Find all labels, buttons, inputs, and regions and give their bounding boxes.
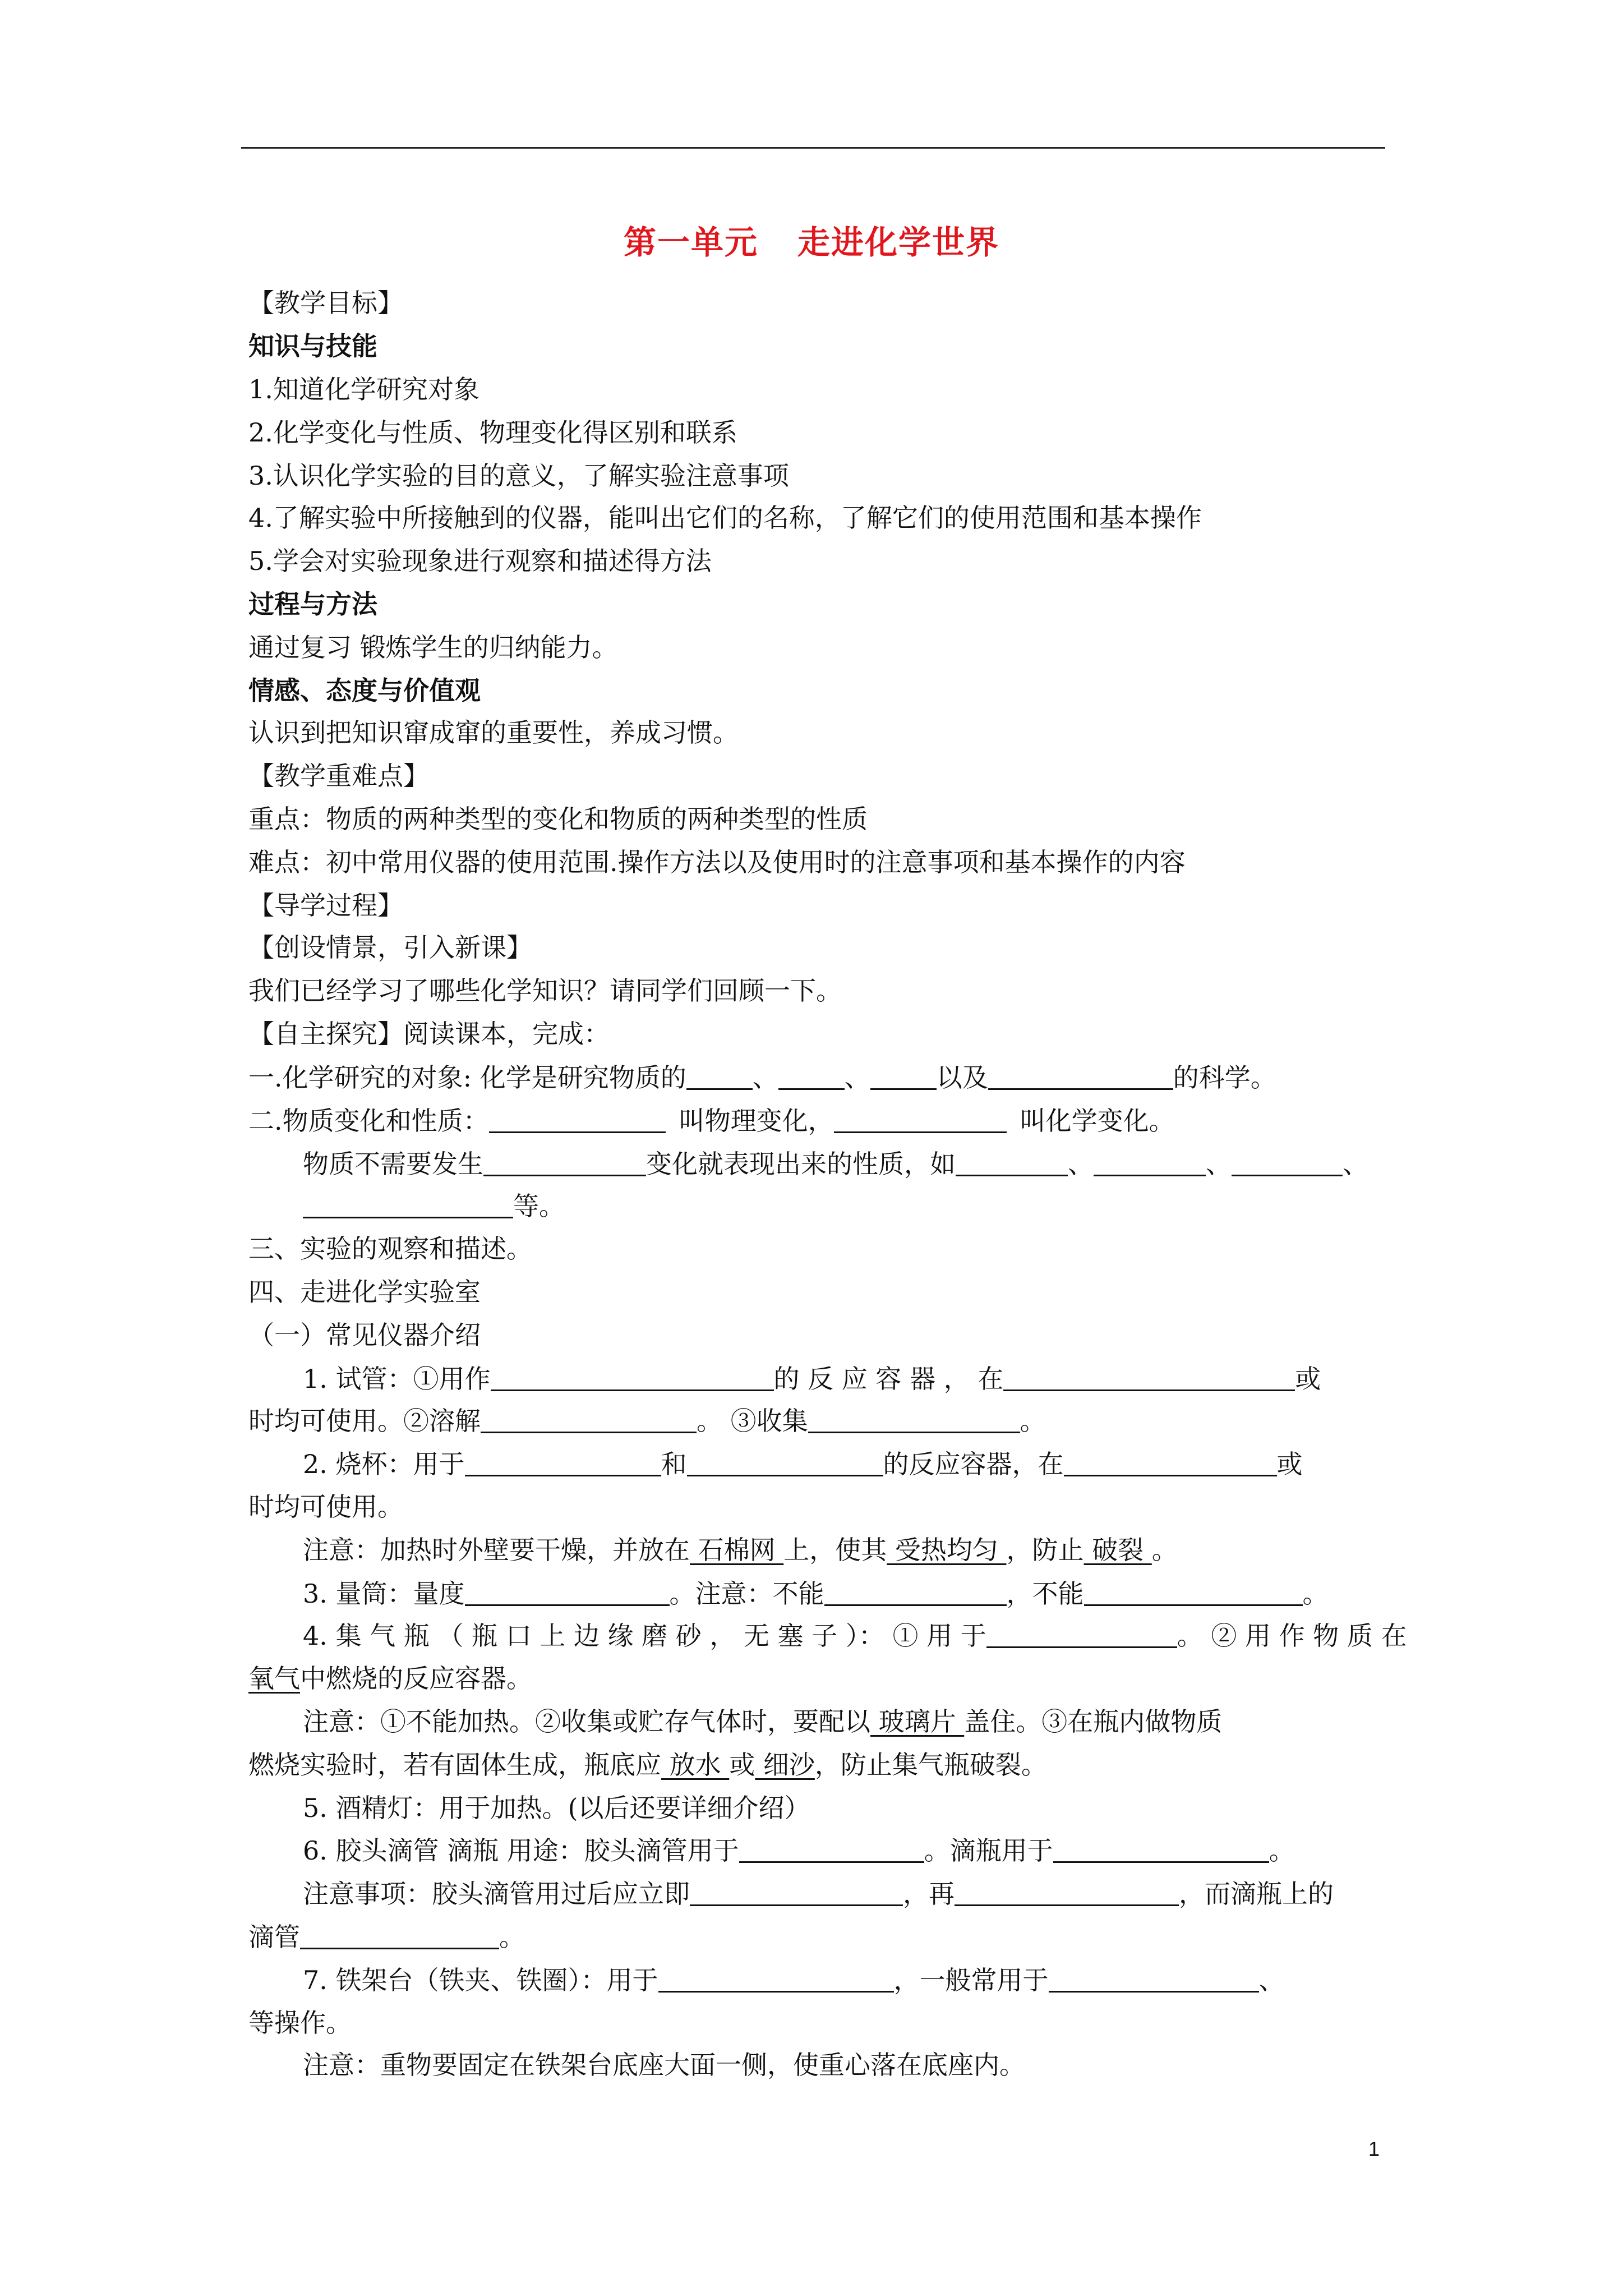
note-text: 滴管 <box>248 1922 300 1952</box>
i7-text: 7. 铁架台（铁夹、铁圈）：用于 <box>303 1965 658 1995</box>
blank <box>1094 1147 1206 1176</box>
filled-answer: 氧气 <box>248 1663 300 1694</box>
filled-answer: 受热均匀 <box>887 1535 1007 1565</box>
filled-answer: 玻璃片 <box>870 1706 965 1737</box>
blank <box>870 1060 937 1090</box>
q2-text: 叫化学变化。 <box>1020 1106 1175 1136</box>
q1-text: 以及 <box>936 1062 988 1093</box>
b2-text: 的反应容器，在 <box>883 1449 1064 1479</box>
b2-text: 和 <box>661 1449 687 1479</box>
q2-text: 变化就表现出来的性质，如 <box>646 1149 956 1179</box>
note-text: 盖住。③在瓶内做物质 <box>964 1706 1223 1737</box>
section-guide: 【导学过程】 <box>248 890 403 921</box>
question-2 <box>248 1103 1175 1138</box>
knowledge-item: 2.化学变化与性质、物理变化得区别和联系 <box>248 417 737 448</box>
m3-text: 3. 量筒：量度 <box>303 1579 465 1609</box>
q1-text: 一.化学研究的对象: 化学是研究物质的 <box>248 1062 686 1093</box>
note-text: 注意事项：胶头滴管用过后应立即 <box>303 1879 690 1909</box>
note-text: 。 <box>1151 1535 1178 1565</box>
question-1 <box>248 1060 1276 1094</box>
blank <box>778 1060 845 1090</box>
d6-text: 6. 胶头滴管 滴瓶 用途：胶头滴管用于 <box>303 1835 739 1866</box>
note-text: 注意：加热时外壁要干燥，并放在 <box>303 1535 690 1565</box>
blank <box>1064 1447 1277 1476</box>
q1-text: 的科学。 <box>1173 1062 1276 1093</box>
title-unit: 第一单元 <box>623 223 758 261</box>
blank <box>465 1447 661 1476</box>
knowledge-item: 3.认识化学实验的目的意义，了解实验注意事项 <box>248 461 789 491</box>
section-keypoints: 【教学重难点】 <box>248 761 429 791</box>
keypoint: 重点：物质的两种类型的变化和物质的两种类型的性质 <box>248 804 868 834</box>
d6-text: 。 <box>1269 1835 1295 1866</box>
emotion-text: 认识到把知识窜成窜的重要性，养成习惯。 <box>248 717 739 748</box>
filled-answer: 放水 <box>661 1750 730 1780</box>
blank <box>690 1876 903 1906</box>
heading-emotion: 情感、态度与价值观 <box>248 675 481 706</box>
note-beaker <box>303 1533 1178 1567</box>
blank <box>687 1447 883 1476</box>
note-text: 上，使其 <box>783 1535 887 1565</box>
blank <box>808 1404 1020 1433</box>
explore-line <box>248 1017 610 1051</box>
explore-label: 【自主探究】 <box>248 1019 403 1049</box>
q2-sep: 、 <box>1343 1149 1368 1179</box>
d6-text: 。滴瓶用于 <box>924 1835 1053 1866</box>
item-alcohol-lamp: 5. 酒精灯：用于加热。(以后还要详细介绍） <box>303 1793 810 1823</box>
difficulty: 难点：初中常用仪器的使用范围.操作方法以及使用时的注意事项和基本操作的内容 <box>248 847 1186 877</box>
t1-text: 的 反 应 容 器 ， 在 <box>773 1364 1004 1394</box>
blank <box>986 1618 1177 1648</box>
item-test-tube <box>303 1361 1321 1396</box>
knowledge-item: 1.知道化学研究对象 <box>248 374 479 404</box>
i7-text: ，一般常用于 <box>893 1965 1049 1995</box>
blank <box>483 1147 646 1176</box>
note-text: 注意：①不能加热。②收集或贮存气体时，要配以 <box>303 1706 870 1737</box>
note-iron-stand: 注意：重物要固定在铁架台底座大面一侧，使重心落在底座内。 <box>303 2050 1025 2080</box>
note-gas-bottle <box>303 1705 1222 1738</box>
section-intro: 【创设情景，引入新课】 <box>248 932 532 963</box>
q2-text: 叫物理变化， <box>679 1106 834 1136</box>
t1-text: 。 ③收集 <box>697 1406 808 1436</box>
intro-text: 我们已经学习了哪些化学知识？请同学们回顾一下。 <box>248 976 842 1006</box>
item-iron-stand <box>303 1963 1285 1997</box>
section-4-1: （一）常见仪器介绍 <box>248 1320 481 1350</box>
q2-sep: 、 <box>1068 1149 1094 1179</box>
t1-text: 或 <box>1295 1364 1321 1394</box>
q2-text: 二.物质变化和性质： <box>248 1106 489 1136</box>
q2-sep: 、 <box>1206 1149 1232 1179</box>
note-text: 。 <box>499 1922 525 1952</box>
note-text: ，再 <box>903 1879 955 1909</box>
g4-text: 中燃烧的反应容器。 <box>300 1663 532 1694</box>
note-text: ，防止集气瓶破裂。 <box>814 1750 1047 1780</box>
title-topic: 走进化学世界 <box>797 223 1000 261</box>
blank <box>1003 1361 1295 1391</box>
blank <box>1232 1147 1343 1176</box>
t1-text: 。 <box>1020 1406 1046 1436</box>
filled-answer: 破裂 <box>1083 1535 1152 1565</box>
note-dropper-cont <box>248 1920 525 1954</box>
note-dropper <box>303 1876 1334 1911</box>
blank <box>491 1361 774 1391</box>
i7-text: 、 <box>1258 1965 1285 1995</box>
page-number: 1 <box>1368 2137 1380 2160</box>
section-4: 四、走进化学实验室 <box>248 1277 481 1307</box>
filled-answer: 石棉网 <box>690 1535 784 1565</box>
header-rule <box>241 147 1385 149</box>
item-gas-bottle <box>303 1618 1407 1653</box>
blank <box>824 1576 1007 1606</box>
blank <box>489 1103 666 1133</box>
t1-text: 时均可使用。②溶解 <box>248 1406 481 1436</box>
blank <box>1084 1576 1303 1606</box>
item-dropper <box>303 1833 1295 1867</box>
note-text: ，防止 <box>1006 1535 1084 1565</box>
process-text: 通过复习 锻炼学生的归纳能力。 <box>248 632 618 662</box>
blank <box>834 1103 1007 1133</box>
m3-text: 。 <box>1302 1579 1329 1609</box>
item-iron-stand-cont: 等操作。 <box>248 2008 352 2038</box>
q1-sep: 、 <box>752 1062 778 1093</box>
item-gas-bottle-cont <box>248 1662 532 1695</box>
t1-text: 1. 试管：①用作 <box>303 1364 491 1394</box>
knowledge-item: 5.学会对实验现象进行观察和描述得方法 <box>248 546 712 576</box>
item-cylinder <box>303 1576 1329 1611</box>
blank <box>465 1576 670 1606</box>
page-title <box>0 216 1623 263</box>
question-2-cont <box>303 1147 1368 1181</box>
blank <box>956 1147 1068 1176</box>
note-text: 燃烧实验时，若有固体生成，瓶底应 <box>248 1750 661 1780</box>
q2-text: 等。 <box>513 1191 565 1221</box>
blank <box>739 1833 924 1863</box>
blank <box>300 1920 499 1949</box>
heading-knowledge: 知识与技能 <box>248 331 377 361</box>
q1-sep: 、 <box>844 1062 870 1093</box>
g4-text: 。 ② 用 作 物 质 在 <box>1177 1621 1407 1651</box>
section-3: 三、实验的观察和描述。 <box>248 1234 532 1264</box>
note-text: ，而滴瓶上的 <box>1179 1879 1334 1909</box>
section-goals: 【教学目标】 <box>248 288 403 318</box>
m3-text: 。注意：不能 <box>669 1579 824 1609</box>
heading-process: 过程与方法 <box>248 589 377 619</box>
g4-text: 4. 集 气 瓶 （ 瓶 口 上 边 缘 磨 砂 ， 无 塞 子 ）： ① 用 于 <box>303 1621 986 1651</box>
note-text: 或 <box>729 1750 755 1780</box>
blank <box>955 1876 1179 1906</box>
blank <box>1053 1833 1269 1863</box>
blank <box>658 1963 894 1993</box>
blank <box>1049 1963 1259 1993</box>
b2-text: 2. 烧杯：用于 <box>303 1449 465 1479</box>
item-beaker <box>303 1447 1303 1481</box>
knowledge-item: 4.了解实验中所接触到的仪器，能叫出它们的名称，了解它们的使用范围和基本操作 <box>248 503 1202 533</box>
q2-text: 物质不需要发生 <box>303 1149 483 1179</box>
item-test-tube-cont <box>248 1404 1046 1438</box>
blank <box>481 1404 697 1433</box>
blank <box>686 1060 753 1090</box>
question-2-end <box>303 1189 565 1223</box>
filled-answer: 细沙 <box>755 1750 815 1780</box>
b2-text: 或 <box>1276 1449 1303 1479</box>
note-gas-bottle-cont <box>248 1748 1047 1782</box>
blank <box>988 1060 1173 1090</box>
item-beaker-cont: 时均可使用。 <box>248 1492 403 1522</box>
explore-text: 阅读课本，完成： <box>403 1019 610 1049</box>
blank <box>303 1189 513 1218</box>
m3-text: ，不能 <box>1006 1579 1084 1609</box>
